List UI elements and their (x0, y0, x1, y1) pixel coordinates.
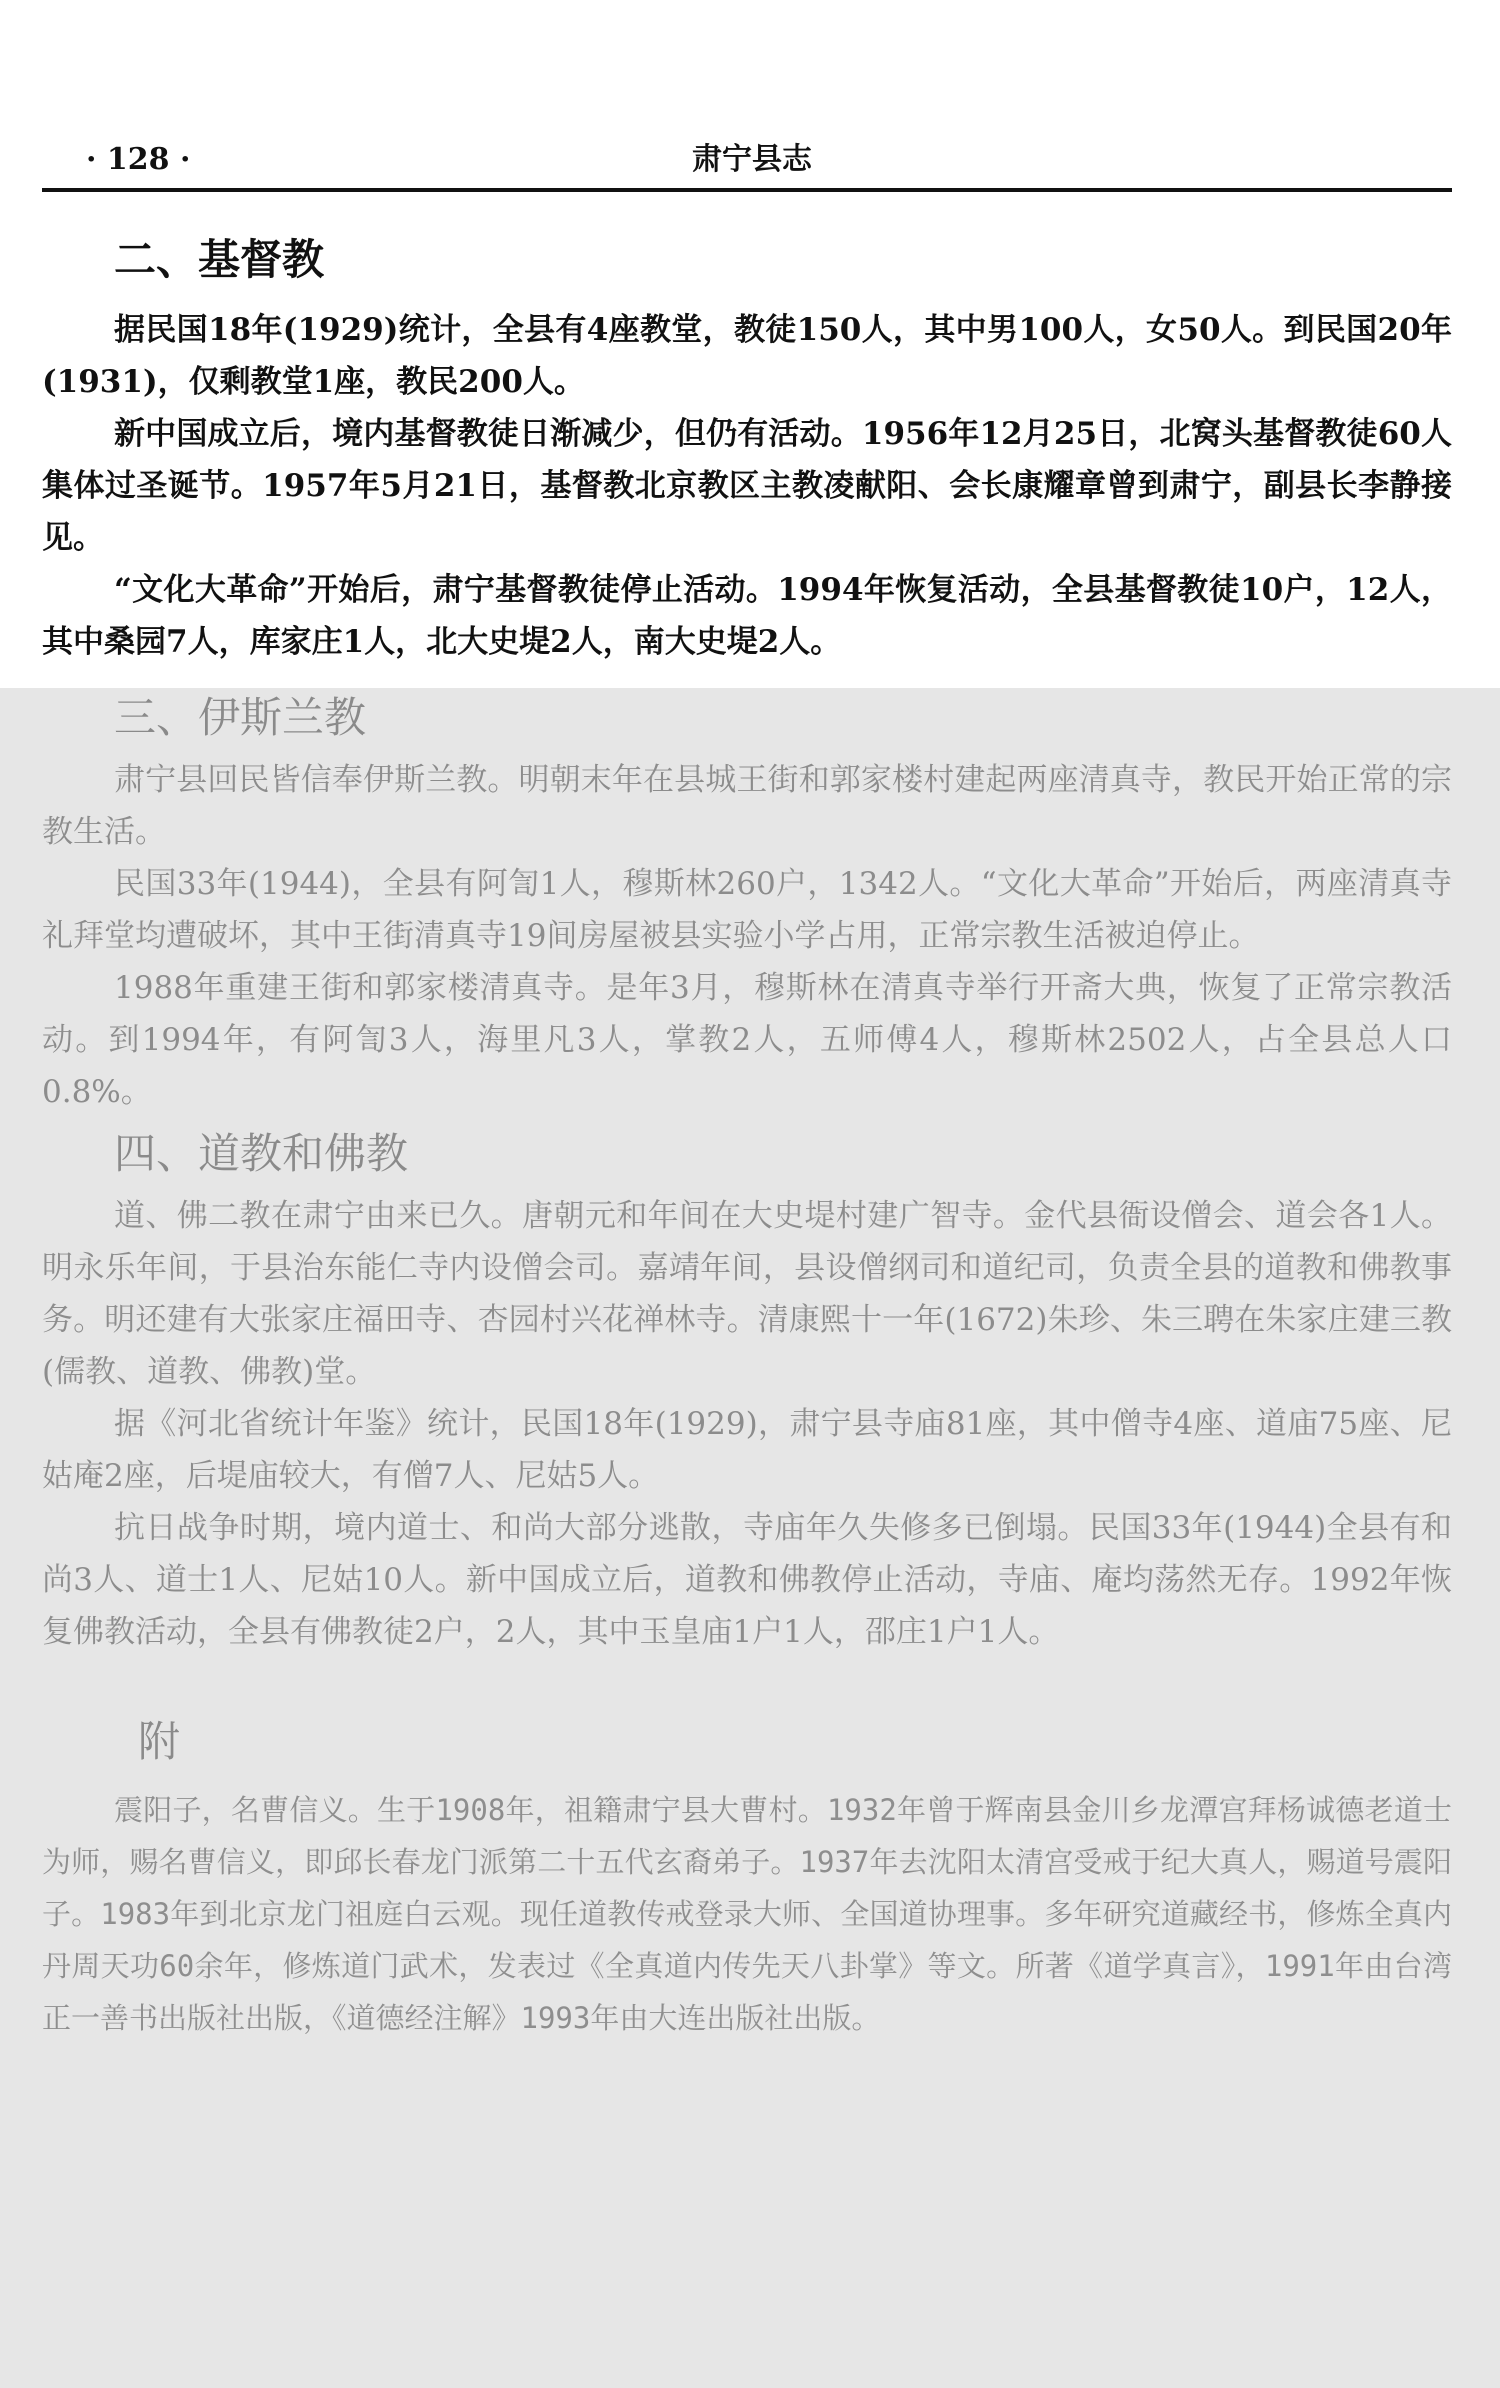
paragraph: 1988年重建王街和郭家楼清真寺。是年3月，穆斯林在清真寺举行开斋大典，恢复了正常宗教活动。到1994年，有阿訇3人，海里凡3人，掌教2人，五师傅4人，穆斯林2502人，占全县总人口0.8%。 (42, 970, 1452, 1110)
book-title: 肃宁县志 (692, 142, 812, 177)
paragraph: 道、佛二教在肃宁由来已久。唐朝元和年间在大史堤村建广智寺。金代县衙设僧会、道会各1人。明永乐年间，于县治东能仁寺内设僧会司。嘉靖年间，县设僧纲司和道纪司，负责全县的道教和佛教事务。明还建有大张家庄福田寺、杏园村兴花禅林寺。清康熙十一年(1672)朱珍、朱三聘在朱家庄建三教(儒教、道教、佛教)堂。 (42, 1198, 1452, 1390)
page-header (42, 140, 1452, 188)
faded-content (42, 688, 1452, 2044)
paragraph: 据《河北省统计年鉴》统计，民国18年(1929)，肃宁县寺庙81座，其中僧寺4座、道庙75座、尼姑庵2座，后堤庙较大，有僧7人、尼姑5人。 (42, 1406, 1452, 1494)
appendix-title: 附 (138, 1717, 181, 1766)
section-islam (42, 688, 1452, 1118)
paragraph: 抗日战争时期，境内道士、和尚大部分逃散，寺庙年久失修多已倒塌。民国33年(1944)全县有和尚3人、道士1人、尼姑10人。新中国成立后，道教和佛教停止活动，寺庙、庵均荡然无存。1992年恢复佛教活动，全县有佛教徒2户，2人，其中玉皇庙1户1人，邵庄1户1人。 (42, 1510, 1452, 1650)
header-rule (42, 188, 1452, 192)
paragraph: 据民国18年(1929)统计，全县有4座教堂，教徒150人，其中男100人，女50人。到民国20年(1931)，仅剩教堂1座，教民200人。 (42, 312, 1452, 400)
section-christianity (42, 230, 1452, 668)
appendix-paragraph: 震阳子，名曹信义。生于1908年，祖籍肃宁县大曹村。1932年曾于辉南县金川乡龙潭宫拜杨诚德老道士为师，赐名曹信义，即邱长春龙门派第二十五代玄裔弟子。1937年去沈阳太清宫受戒于纪大真人，赐道号震阳子。1983年到北京龙门祖庭白云观。现任道教传戒登录大师、全国道协理事。多年研究道藏经书，修炼全真内丹周天功60余年，修炼道门武术，发表过《全真道内传先天八卦掌》等文。所著《道学真言》，1991年由台湾正一善书出版社出版，《道德经注解》1993年由大连出版社出版。 (42, 1793, 1452, 2035)
appendix (42, 1712, 1452, 2044)
section-title: 二、基督教 (114, 235, 325, 284)
paragraph: 民国33年(1944)，全县有阿訇1人，穆斯林260户，1342人。“文化大革命”开始后，两座清真寺礼拜堂均遭破坏，其中王街清真寺19间房屋被县实验小学占用，正常宗教生活被迫停止。 (42, 866, 1452, 954)
page-number: · 128 · (86, 142, 191, 177)
paragraph: 新中国成立后，境内基督教徒日渐减少，但仍有活动。1956年12月25日，北窝头基督教徒60人集体过圣诞节。1957年5月21日，基督教北京教区主教凌献阳、会长康耀章曾到肃宁，副县长李静接见。 (42, 416, 1452, 556)
section-title: 四、道教和佛教 (114, 1129, 409, 1178)
section-title: 三、伊斯兰教 (114, 693, 367, 742)
paragraph: 肃宁县回民皆信奉伊斯兰教。明朝末年在县城王街和郭家楼村建起两座清真寺，教民开始正常的宗教生活。 (42, 762, 1452, 850)
section-taoism-buddhism (42, 1124, 1452, 1658)
paragraph: “文化大革命”开始后，肃宁基督教徒停止活动。1994年恢复活动，全县基督教徒10户，12人，其中桑园7人，库家庄1人，北大史堤2人，南大史堤2人。 (42, 572, 1452, 660)
